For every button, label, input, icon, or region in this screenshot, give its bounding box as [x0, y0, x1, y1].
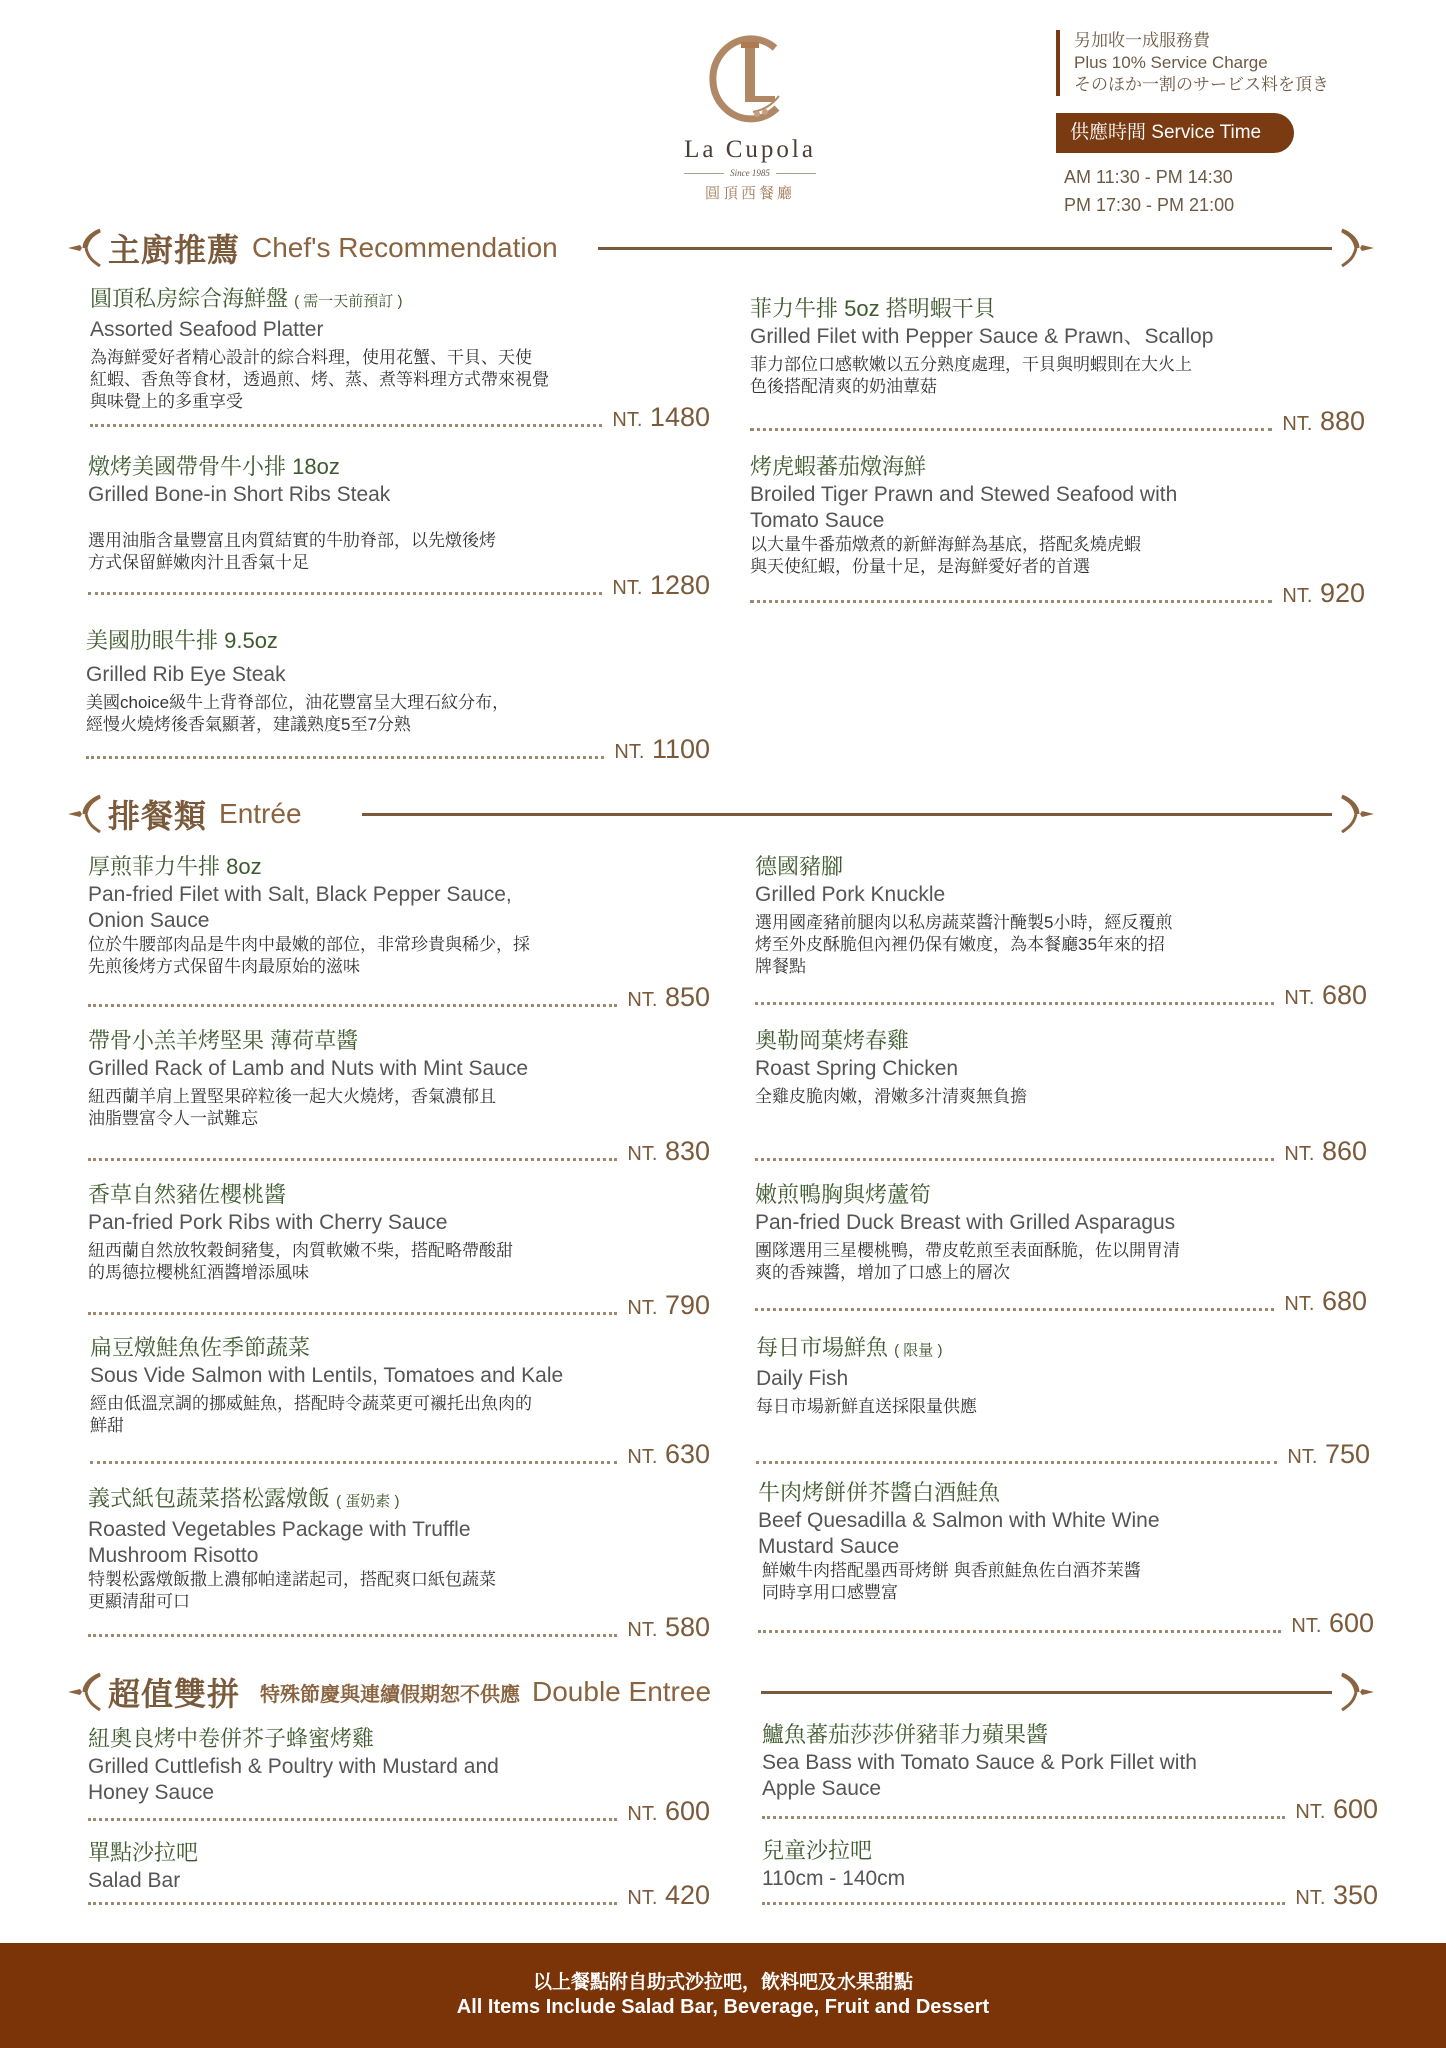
item-name-cn: 厚煎菲力牛排 8oz — [88, 854, 262, 879]
item-name-en: Grilled Rack of Lamb and Nuts with Mint Sauce — [88, 1057, 529, 1080]
item-description: 經由低溫烹調的挪威鮭魚，搭配時令蔬菜更可襯托出魚肉的 鮮甜 — [90, 1394, 532, 1435]
section-header-chefs-recommendation — [66, 224, 1376, 272]
item-name-en: Salad Bar — [88, 1869, 181, 1892]
menu-item — [755, 1180, 1367, 1320]
item-name-en: Pan-fried Duck Breast with Grilled Asparagus — [755, 1211, 1176, 1234]
ornament-left-icon — [66, 794, 102, 834]
item-name-cn: 每日市場鮮魚 — [756, 1335, 889, 1360]
item-description: 特製松露燉飯撒上濃郁帕達諾起司，搭配爽口紙包蔬菜 更顯清甜可口 — [88, 1570, 496, 1611]
logo-name: La Cupola — [684, 136, 816, 163]
item-name-en: Sea Bass with Tomato Sauce & Pork Fillet with Apple Sauce — [762, 1751, 1197, 1800]
service-charge-note — [1056, 30, 1329, 96]
item-description: 位於牛腰部肉品是牛肉中最嫩的部位，非常珍貴與稀少，採 先煎後烤方式保留牛肉最原始的滋味 — [88, 935, 530, 976]
item-price: NT. 830 — [627, 1136, 710, 1166]
section-title-cn: 排餐類 — [108, 798, 208, 834]
menu-item — [88, 1838, 710, 1914]
item-description: 紐西蘭羊肩上置堅果碎粒後一起大火燒烤，香氣濃郁且 油脂豐富令人一試難忘 — [88, 1087, 496, 1128]
item-price: NT. 860 — [1284, 1136, 1367, 1166]
section-header-double-entree — [66, 1668, 1376, 1716]
item-description: 選用國產豬前腿肉以私房蔬菜醬汁醃製5小時，經反覆煎 烤至外皮酥脆但內裡仍保有嫩度，為本餐廳35年來的招 牌餐點 — [755, 913, 1173, 976]
item-price: NT. 880 — [1282, 406, 1365, 436]
section-divider — [362, 813, 1332, 816]
item-name-cn: 燉烤美國帶骨牛小排 18oz — [88, 454, 340, 479]
menu-item — [86, 626, 710, 772]
item-price: NT. 850 — [627, 982, 710, 1012]
section-title-en: Double Entree — [532, 1676, 712, 1707]
item-name-en: Grilled Filet with Pepper Sauce & Prawn、Scallop — [750, 325, 1214, 348]
item-price: NT. 600 — [627, 1796, 710, 1826]
service-charge-ja: そのほか一割のサービス料を頂き — [1074, 75, 1329, 94]
item-description: 團隊選用三星櫻桃鴨，帶皮乾煎至表面酥脆，佐以開胃清 爽的香辣醬，增加了口感上的層次 — [755, 1241, 1180, 1282]
item-name-cn: 圓頂私房綜合海鮮盤 — [90, 286, 289, 311]
section-subtitle-cn: 特殊節慶與連續假期恕不供應 — [260, 1683, 521, 1706]
item-price: NT. 920 — [1282, 578, 1365, 608]
item-price: NT. 630 — [627, 1439, 710, 1469]
item-price: NT. 680 — [1284, 980, 1367, 1010]
item-description: 每日市場新鮮直送採限量供應 — [756, 1397, 977, 1416]
item-name-cn: 鱸魚蕃茄莎莎併豬菲力蘋果醬 — [762, 1722, 1049, 1747]
menu-item — [762, 1720, 1378, 1824]
item-price: NT. 600 — [1295, 1794, 1378, 1824]
section-title-en: Entrée — [219, 798, 302, 829]
item-name-cn: 德國豬腳 — [755, 854, 844, 879]
item-name-en: Pan-fried Filet with Salt, Black Pepper Sauce, Onion Sauce — [88, 883, 512, 932]
item-description: 以大量牛番茄燉煮的新鮮海鮮為基底，搭配炙燒虎蝦 與天使紅蝦，份量十足，是海鮮愛好者的首選 — [750, 535, 1141, 576]
item-name-en: 110cm - 140cm — [762, 1867, 906, 1890]
footer-note-en: All Items Include Salad Bar, Beverage, Fruit and Dessert — [456, 1996, 990, 2018]
section-divider — [598, 247, 1332, 250]
menu-item — [88, 452, 710, 602]
service-time-label: 供應時間 Service Time — [1056, 113, 1294, 153]
restaurant-logo — [640, 30, 860, 203]
item-name-cn: 烤虎蝦蕃茄燉海鮮 — [750, 454, 927, 479]
menu-item — [88, 1180, 710, 1320]
logo-since: Since 1985 — [730, 168, 770, 178]
item-name-en: Roasted Vegetables Package with Truffle Mushroom Risotto — [88, 1518, 471, 1567]
item-name-en: Grilled Cuttlefish & Poultry with Mustard and Honey Sauce — [88, 1755, 499, 1804]
service-times — [1064, 163, 1234, 219]
service-charge-en: Plus 10% Service Charge — [1074, 53, 1268, 72]
item-price: NT. 1100 — [614, 734, 710, 764]
item-name-cn: 奧勒岡葉烤春雞 — [755, 1028, 910, 1053]
item-description: 美國choice級牛上背脊部位，油花豐富呈大理石紋分布， 經慢火燒烤後香氣顯著，建議熟度5至7分熟 — [86, 693, 510, 734]
section-title-cn: 超值雙拼 — [108, 1676, 241, 1712]
item-description: 菲力部位口感軟嫩以五分熟度處理，干貝與明蝦則在大火上 色後搭配清爽的奶油蕈菇 — [750, 355, 1192, 396]
menu-item — [88, 1026, 710, 1166]
ornament-left-icon — [66, 1672, 102, 1712]
item-name-en: Pan-fried Pork Ribs with Cherry Sauce — [88, 1211, 448, 1234]
section-title-en: Chef's Recommendation — [252, 232, 558, 263]
item-description: 紐西蘭自然放牧穀飼豬隻，肉質軟嫩不柴，搭配略帶酸甜 的馬德拉櫻桃紅酒醬增添風味 — [88, 1241, 513, 1282]
item-name-cn: 兒童沙拉吧 — [762, 1838, 873, 1863]
item-price: NT. 680 — [1284, 1286, 1367, 1316]
item-name-cn: 美國肋眼牛排 9.5oz — [86, 628, 278, 653]
item-note: ( 需一天前預訂 ) — [294, 293, 403, 310]
service-charge-zh: 另加收一成服務費 — [1074, 31, 1210, 50]
item-name-en: Beef Quesadilla & Salmon with White Wine Mustard Sauce — [758, 1509, 1160, 1558]
section-title-cn: 主廚推薦 — [108, 232, 241, 268]
item-name-en: Daily Fish — [756, 1367, 849, 1390]
item-price: NT. 1280 — [612, 570, 710, 600]
menu-item — [88, 1724, 710, 1828]
menu-item — [755, 852, 1367, 1017]
item-price: NT. 1480 — [612, 402, 710, 432]
item-description: 選用油脂含量豐富且肉質結實的牛肋脊部，以先燉後烤 方式保留鮮嫩肉汁且香氣十足 — [88, 531, 496, 572]
menu-item — [750, 452, 1365, 608]
ornament-left-icon — [66, 228, 102, 268]
item-price: NT. 790 — [627, 1290, 710, 1320]
footer-note-zh: 以上餐點附自助式沙拉吧，飲料吧及水果甜點 — [532, 1972, 913, 1993]
menu-item — [90, 1333, 710, 1473]
ornament-right-icon — [1340, 794, 1376, 834]
item-name-cn: 帶骨小羔羊烤堅果 薄荷草醬 — [88, 1028, 359, 1053]
menu-item — [90, 284, 710, 434]
section-divider — [761, 1691, 1332, 1694]
menu-item — [762, 1836, 1378, 1912]
item-price: NT. 600 — [1291, 1608, 1374, 1638]
footer-banner — [0, 1943, 1446, 2048]
item-name-en: Broiled Tiger Prawn and Stewed Seafood with Tomato Sauce — [750, 483, 1178, 532]
section-header-entree — [66, 790, 1376, 838]
item-name-en: Sous Vide Salmon with Lentils, Tomatoes and Kale — [90, 1364, 564, 1387]
item-note: ( 蛋奶素 ) — [336, 1493, 400, 1510]
service-time-dinner: PM 17:30 - PM 21:00 — [1064, 195, 1235, 215]
item-price: NT. 750 — [1287, 1439, 1370, 1469]
menu-item — [758, 1478, 1374, 1642]
ornament-right-icon — [1340, 1672, 1376, 1712]
item-name-en: Roast Spring Chicken — [755, 1057, 959, 1080]
item-name-cn: 牛肉烤餅併芥醬白酒鮭魚 — [758, 1480, 1001, 1505]
item-name-cn: 紐奧良烤中卷併芥子蜂蜜烤雞 — [88, 1726, 375, 1751]
menu-item — [88, 1484, 710, 1644]
item-name-en: Grilled Rib Eye Steak — [86, 663, 286, 686]
item-name-en: Grilled Pork Knuckle — [755, 883, 946, 906]
item-name-cn: 單點沙拉吧 — [88, 1840, 199, 1865]
item-price: NT. 420 — [627, 1880, 710, 1910]
item-description: 為海鮮愛好者精心設計的綜合料理，使用花蟹、干貝、天使 紅蝦、香魚等食材，透過煎、烤、蒸、煮等料理方式帶來視覺 與味覺上的多重享受 — [90, 348, 549, 411]
logo-chinese-name: 圓頂西餐廳 — [704, 184, 795, 202]
item-price: NT. 350 — [1295, 1880, 1378, 1910]
service-time-lunch: AM 11:30 - PM 14:30 — [1064, 167, 1233, 187]
menu-item — [88, 852, 710, 1017]
item-note: ( 限量 ) — [894, 1342, 943, 1359]
item-name-en: Assorted Seafood Platter — [90, 318, 324, 341]
menu-item — [755, 1026, 1367, 1166]
item-price: NT. 580 — [627, 1612, 710, 1642]
item-description: 全雞皮脆肉嫩，滑嫩多汁清爽無負擔 — [755, 1087, 1027, 1106]
item-name-cn: 菲力牛排 5oz 搭明蝦干貝 — [750, 296, 996, 321]
item-name-en: Grilled Bone-in Short Ribs Steak — [88, 483, 391, 506]
ornament-right-icon — [1340, 228, 1376, 268]
menu-item — [756, 1333, 1370, 1473]
logo-emblem-icon — [705, 30, 795, 130]
menu-item — [750, 294, 1365, 440]
item-description: 鮮嫩牛肉搭配墨西哥烤餅 與香煎鮭魚佐白酒芥茉醬 同時享用口感豐富 — [762, 1561, 1141, 1602]
item-name-cn: 香草自然豬佐櫻桃醬 — [88, 1182, 287, 1207]
item-name-cn: 扁豆燉鮭魚佐季節蔬菜 — [90, 1335, 311, 1360]
item-name-cn: 義式紙包蔬菜搭松露燉飯 — [88, 1486, 331, 1511]
item-name-cn: 嫩煎鴨胸與烤蘆筍 — [755, 1182, 932, 1207]
